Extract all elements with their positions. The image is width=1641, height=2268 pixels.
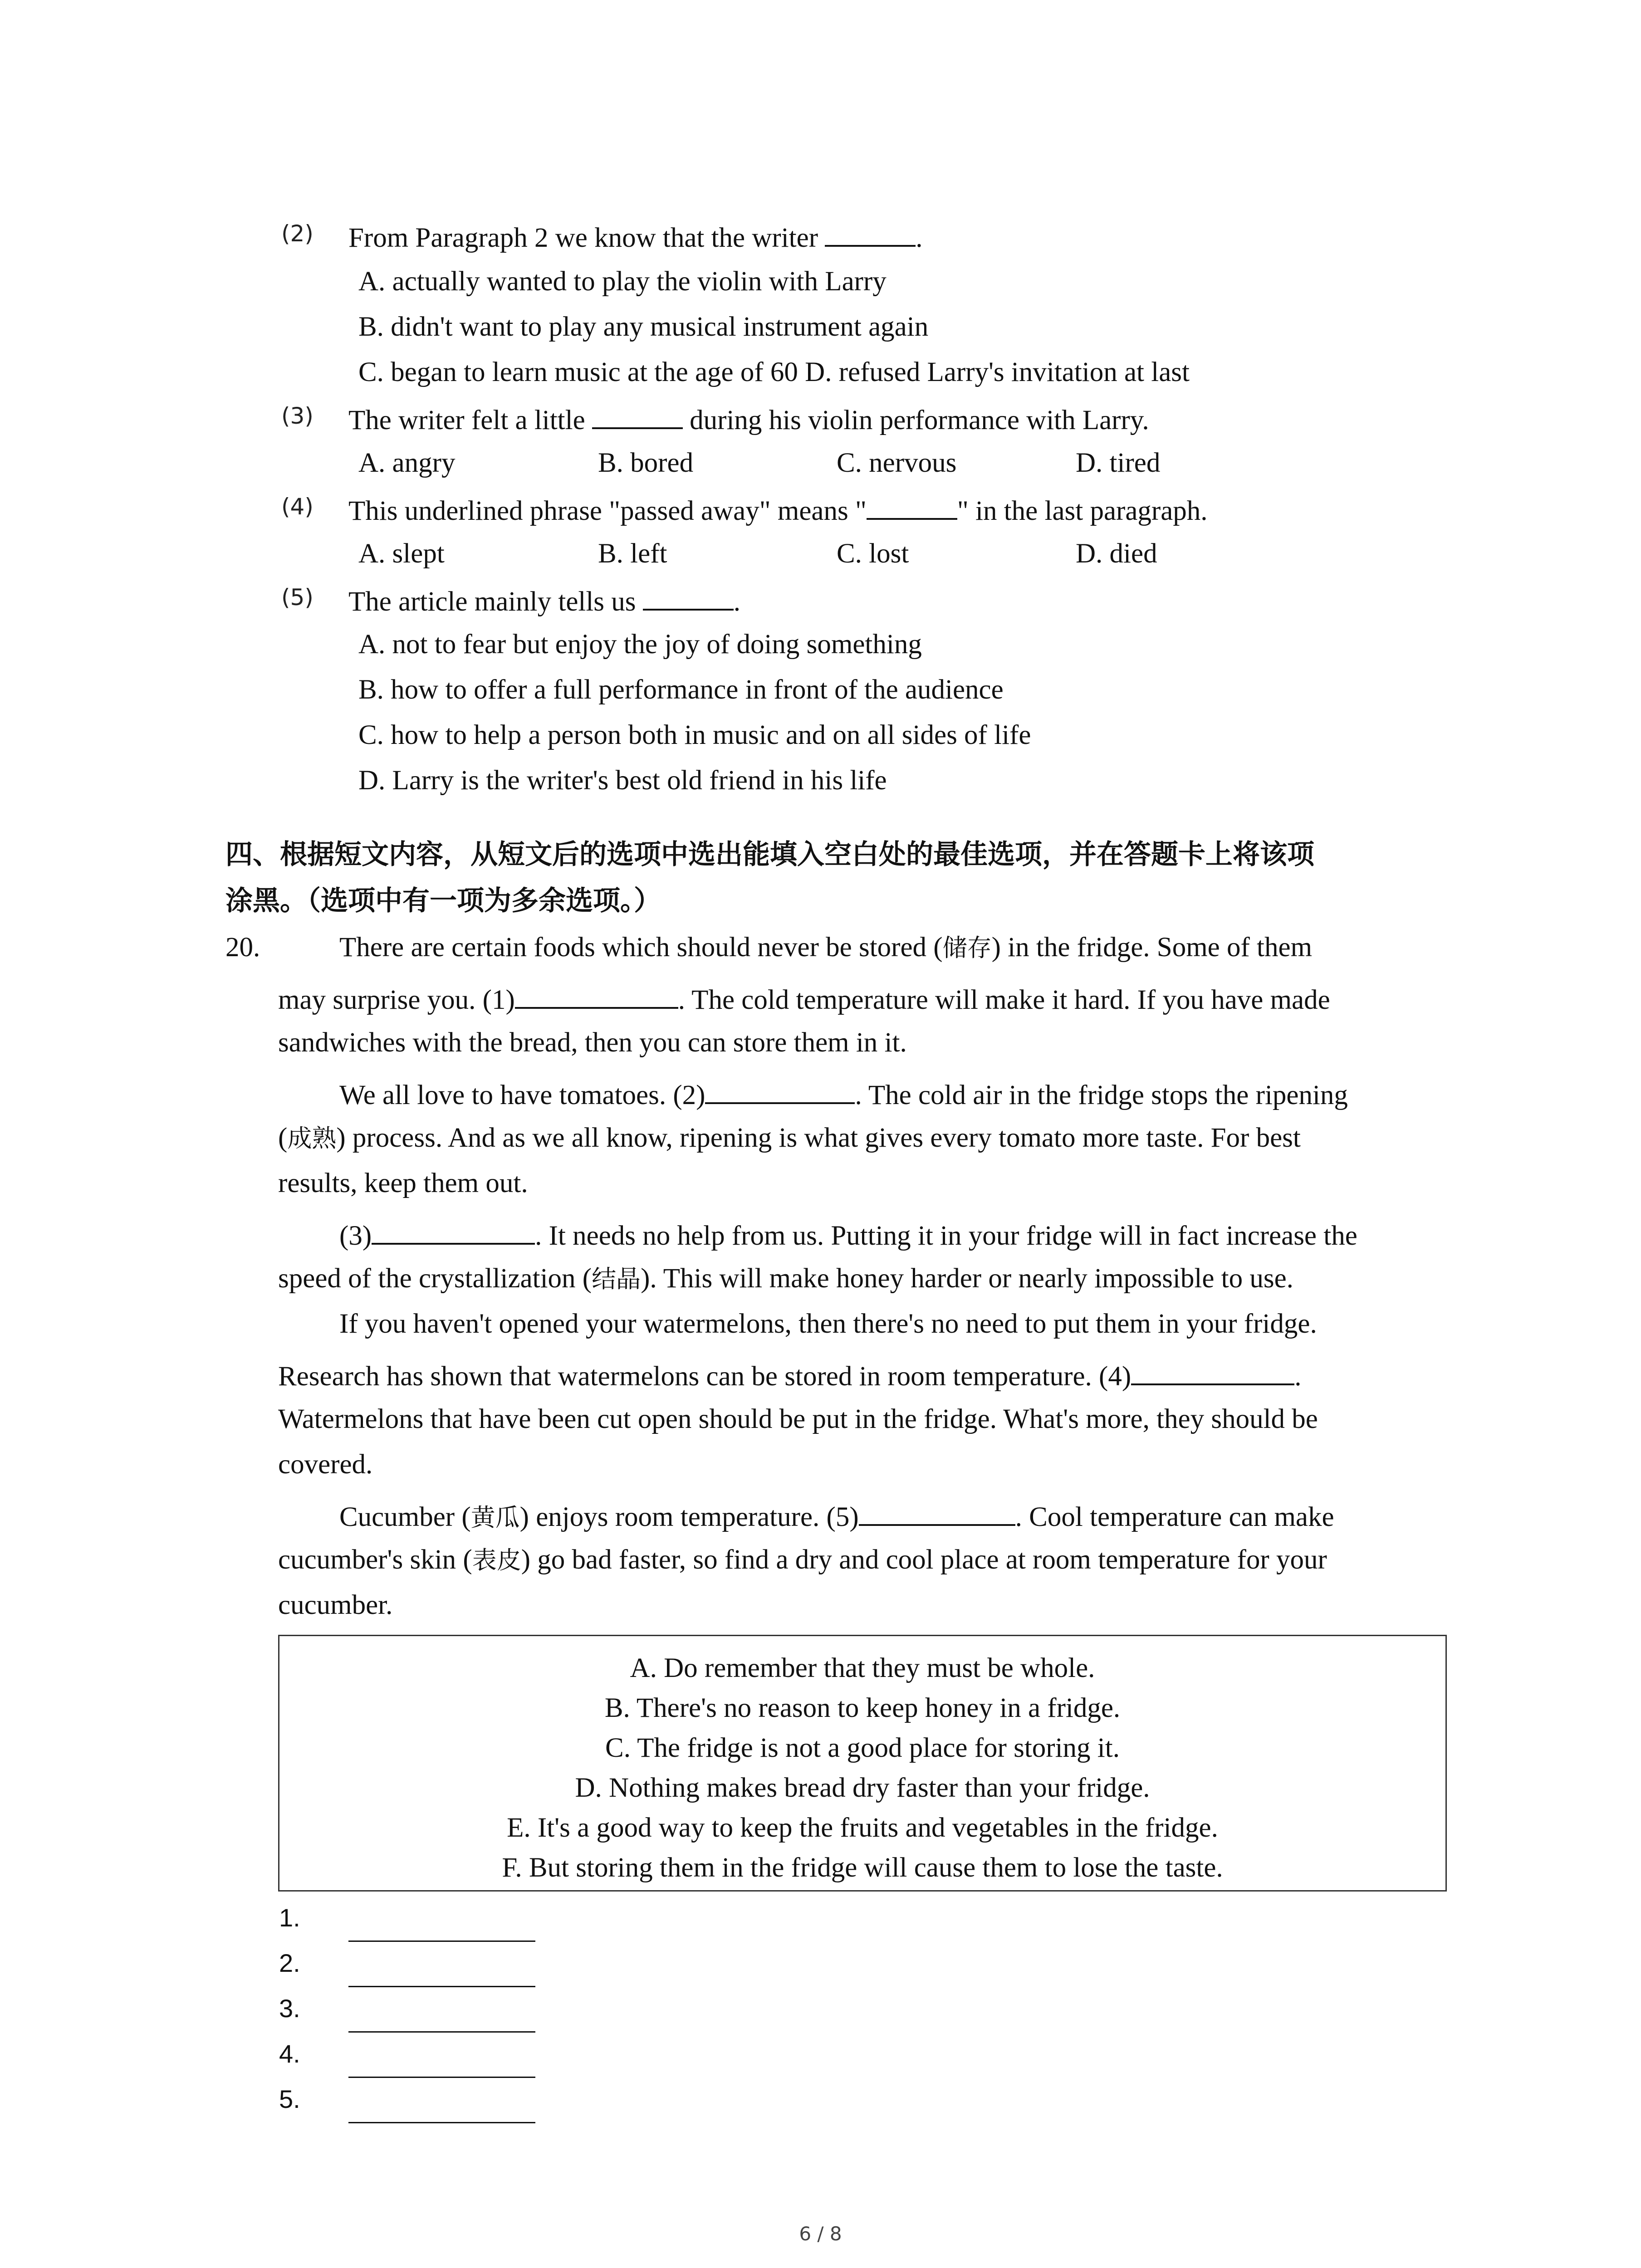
- answer-blank: [867, 494, 957, 520]
- passage-line: cucumber.: [278, 1590, 393, 1620]
- stem-text: The writer felt a little: [348, 405, 592, 435]
- text: ) go bad faster, so find a dry and cool place at room temperature for your: [521, 1545, 1327, 1575]
- option-c: C. The fridge is not a good place for storing it.: [605, 1733, 1120, 1763]
- stem-text: during his violin performance with Larry.: [682, 405, 1149, 435]
- question-number: 20.: [225, 932, 260, 963]
- text: ) enjoys room temperature. (5): [519, 1502, 859, 1532]
- option-d: D. Larry is the writer's best old friend in his life: [358, 765, 887, 796]
- passage-line: sandwiches with the bread, then you can store them in it.: [278, 1027, 907, 1058]
- text: Cucumber (: [339, 1502, 471, 1532]
- answer-number: 2.: [279, 1949, 300, 1977]
- answer-line[interactable]: [348, 1986, 535, 1987]
- stem-text: The article mainly tells us: [348, 587, 643, 617]
- passage-line: [278, 1546, 1327, 1574]
- text: (3): [339, 1221, 372, 1251]
- option-b: B. bored: [598, 448, 694, 478]
- answer-line[interactable]: [348, 1941, 535, 1942]
- answer-blank-5: [859, 1501, 1015, 1526]
- text: Research has shown that watermelons can be stored in room temperature. (4): [278, 1361, 1132, 1392]
- stem-text: This underlined phrase "passed away" means ": [348, 496, 867, 526]
- answer-number: 4.: [279, 2039, 300, 2068]
- text: .: [1294, 1361, 1302, 1392]
- option-b: B. left: [598, 538, 667, 569]
- question-number: (5): [281, 584, 314, 611]
- section-heading: 四、根据短文内容，从短文后的选项中选出能填入空白处的最佳选项，并在答题卡上将该项: [225, 839, 1314, 870]
- chinese-gloss: 储存: [942, 934, 992, 962]
- answer-number: 3.: [279, 1994, 300, 2023]
- passage-line: [278, 983, 1330, 1014]
- option-a: A. not to fear but enjoy the joy of doing something: [358, 629, 922, 660]
- text: cucumber's skin (: [278, 1545, 472, 1575]
- chinese-gloss: 成熟: [287, 1124, 337, 1153]
- text: . Cool temperature can make: [1015, 1502, 1334, 1532]
- answer-line[interactable]: [348, 2077, 535, 2078]
- option-d: D. tired: [1076, 448, 1161, 478]
- answer-blank-1: [515, 983, 678, 1009]
- passage-line: [278, 1360, 1301, 1390]
- option-a: A. actually wanted to play the violin with Larry: [358, 266, 887, 297]
- page-number: 6 / 8: [799, 2223, 842, 2245]
- option-a: A. slept: [358, 538, 445, 569]
- passage-line: results, keep them out.: [278, 1168, 528, 1198]
- passage-line: [278, 1124, 1301, 1152]
- option-b: B. how to offer a full performance in front of the audience: [358, 675, 1004, 705]
- passage-line: [339, 1219, 1357, 1250]
- option-cd: C. began to learn music at the age of 60 D. refused Larry's invitation at last: [358, 357, 1190, 387]
- text: . The cold air in the fridge stops the ripening: [855, 1080, 1348, 1110]
- question-stem: [348, 404, 1149, 434]
- passage-line: [339, 934, 1312, 961]
- answer-blank-4: [1131, 1360, 1294, 1385]
- text: speed of the crystallization (: [278, 1263, 592, 1294]
- answer-blank-3: [372, 1219, 535, 1245]
- answer-blank: [592, 404, 683, 429]
- chinese-gloss: 表皮: [472, 1546, 521, 1574]
- text: . It needs no help from us. Putting it in your fridge will in fact increase the: [535, 1221, 1357, 1251]
- option-c: C. how to help a person both in music and on all sides of life: [358, 720, 1031, 750]
- option-a: A. Do remember that they must be whole.: [630, 1653, 1095, 1683]
- text: We all love to have tomatoes. (2): [339, 1080, 705, 1110]
- text: ). This will make honey harder or nearly impossible to use.: [641, 1263, 1293, 1294]
- answer-blank: [643, 585, 734, 611]
- question-number: (2): [281, 220, 314, 247]
- chinese-gloss: 黄瓜: [470, 1503, 520, 1532]
- option-e: E. It's a good way to keep the fruits and vegetables in the fridge.: [507, 1813, 1218, 1843]
- answer-line[interactable]: [348, 2122, 535, 2123]
- option-d: D. Nothing makes bread dry faster than your fridge.: [575, 1773, 1150, 1803]
- question-stem: [348, 221, 923, 252]
- question-stem: [348, 585, 740, 616]
- passage-line: [339, 1501, 1334, 1531]
- answer-number: 1.: [279, 1903, 300, 1932]
- option-d: D. died: [1076, 538, 1157, 569]
- stem-text: .: [733, 587, 741, 617]
- passage-line: [339, 1079, 1348, 1109]
- question-number: (4): [281, 494, 314, 520]
- answer-blank: [825, 221, 916, 247]
- text: (: [278, 1123, 288, 1153]
- option-b: B. didn't want to play any musical instrument again: [358, 312, 929, 342]
- passage-line: If you haven't opened your watermelons, then there's no need to put them in your fridge.: [339, 1309, 1317, 1339]
- stem-text: .: [916, 223, 923, 253]
- text: . The cold temperature will make it hard. If you have made: [678, 985, 1330, 1015]
- options-box: [278, 1635, 1447, 1892]
- question-number: (3): [281, 403, 314, 429]
- passage-line: covered.: [278, 1449, 373, 1480]
- question-stem: [348, 494, 1208, 525]
- answer-number: 5.: [279, 2085, 300, 2113]
- chinese-gloss: 结晶: [592, 1265, 641, 1293]
- option-c: C. nervous: [837, 448, 957, 478]
- section-heading: 涂黑。（选项中有一项为多余选项。）: [225, 885, 661, 917]
- stem-text: From Paragraph 2 we know that the writer: [348, 223, 825, 253]
- text: ) in the fridge. Some of them: [991, 932, 1313, 963]
- answer-line[interactable]: [348, 2031, 535, 2033]
- stem-text: " in the last paragraph.: [957, 496, 1208, 526]
- answer-blank-2: [705, 1079, 855, 1104]
- text: may surprise you. (1): [278, 985, 515, 1015]
- text: ) process. And as we all know, ripening is what gives every tomato more taste. For best: [336, 1123, 1301, 1153]
- option-c: C. lost: [837, 538, 909, 569]
- option-f: F. But storing them in the fridge will cause them to lose the taste.: [502, 1853, 1223, 1883]
- passage-line: Watermelons that have been cut open should be put in the fridge. What's more, they should be: [278, 1404, 1318, 1434]
- option-a: A. angry: [358, 448, 456, 478]
- option-b: B. There's no reason to keep honey in a fridge.: [604, 1693, 1121, 1723]
- passage-line: [278, 1265, 1293, 1292]
- text: There are certain foods which should never be stored (: [339, 932, 943, 963]
